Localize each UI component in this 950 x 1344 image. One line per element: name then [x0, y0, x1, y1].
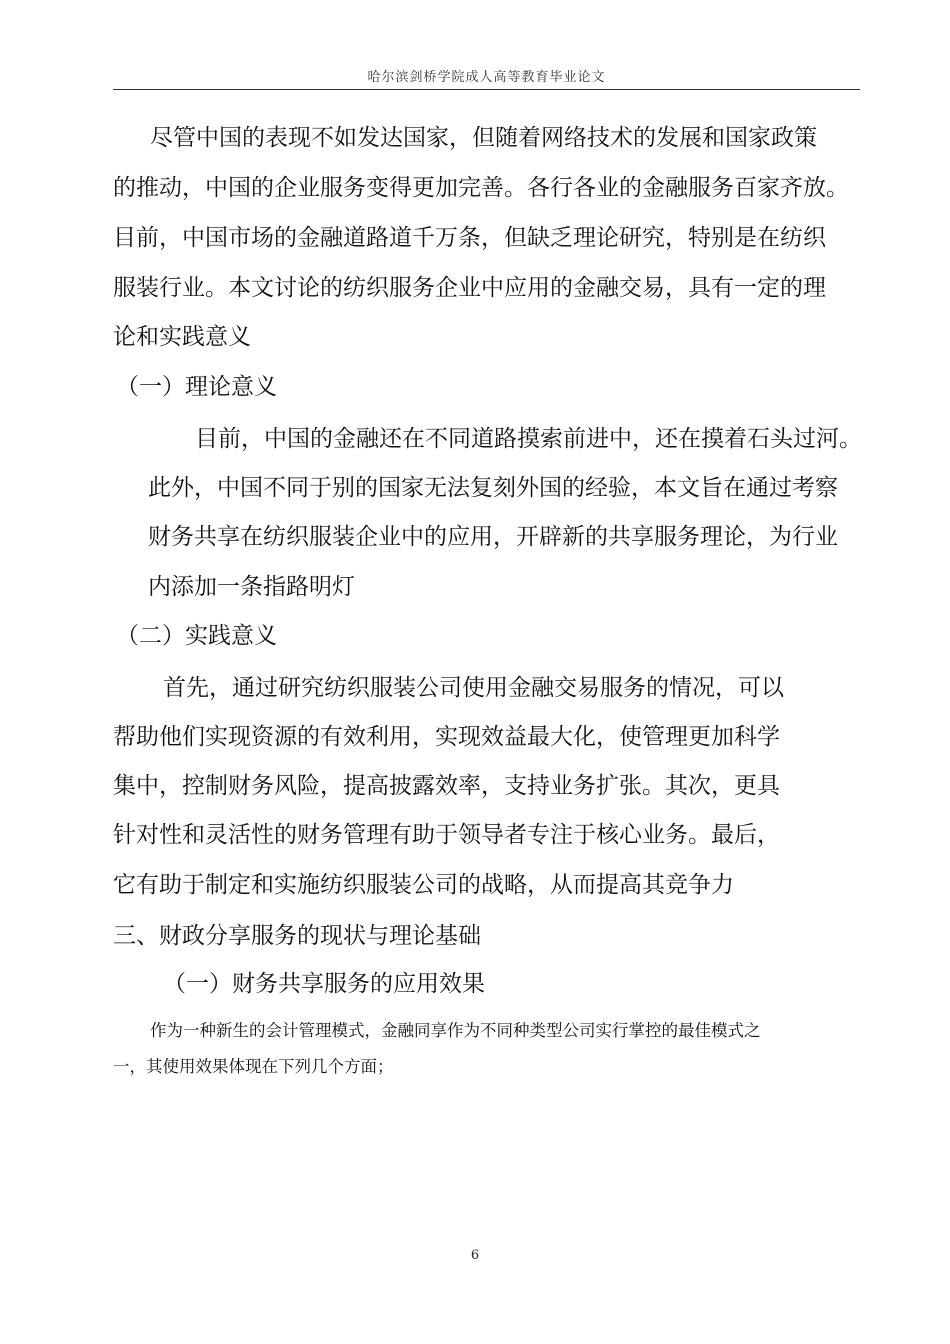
subsection-heading: （一）财务共享服务的应用效果 — [163, 971, 485, 997]
section-heading-theory: （一）理论意义 — [116, 374, 277, 400]
page-number: 6 — [470, 1248, 480, 1263]
paragraph-line: 它有助于制定和实施纺织服装公司的战略，从而提高其竞争力 — [113, 872, 734, 898]
paragraph-line: 论和实践意义 — [113, 324, 251, 350]
header-divider — [113, 89, 860, 90]
paragraph-line: 目前，中国的金融还在不同道路摸索前进中，还在摸着石头过河。 — [195, 426, 862, 452]
paragraph-line: 一，其使用效果体现在下列几个方面； — [113, 1057, 394, 1076]
paragraph-line: 此外，中国不同于别的国家无法复刻外国的经验，本文旨在通过考察 — [148, 475, 838, 501]
section-heading-practice: （二）实践意义 — [116, 623, 277, 649]
header-title: 哈尔滨剑桥学院成人高等教育毕业论文 — [367, 70, 606, 85]
paragraph-line: 服装行业。本文讨论的纺织服务企业中应用的金融交易，具有一定的理 — [113, 275, 826, 301]
paragraph-line: 集中，控制财务风险，提高披露效率，支持业务扩张。其次，更具 — [113, 773, 780, 799]
paragraph-line: 作为一种新生的会计管理模式，金融同享作为不同种类型公司实行掌控的最佳模式之 — [150, 1021, 761, 1040]
paragraph-line: 财务共享在纺织服装企业中的应用，开辟新的共享服务理论，为行业 — [148, 524, 838, 550]
paragraph-line: 的推动，中国的企业服务变得更加完善。各行各业的金融服务百家齐放。 — [113, 175, 849, 201]
paragraph-line: 首先，通过研究纺织服装公司使用金融交易服务的情况，可以 — [163, 675, 784, 701]
paragraph-line: 内添加一条指路明灯 — [148, 574, 355, 600]
paragraph-line: 目前，中国市场的金融道路道千万条，但缺乏理论研究，特别是在纺织 — [113, 225, 826, 251]
paragraph-line: 针对性和灵活性的财务管理有助于领导者专注于核心业务。最后， — [113, 822, 780, 848]
paragraph-line: 尽管中国的表现不如发达国家，但随着网络技术的发展和国家政策 — [150, 125, 817, 151]
chapter-heading: 三、财政分享服务的现状与理论基础 — [113, 923, 481, 949]
paragraph-line: 帮助他们实现资源的有效利用，实现效益最大化，使管理更加科学 — [113, 724, 780, 750]
